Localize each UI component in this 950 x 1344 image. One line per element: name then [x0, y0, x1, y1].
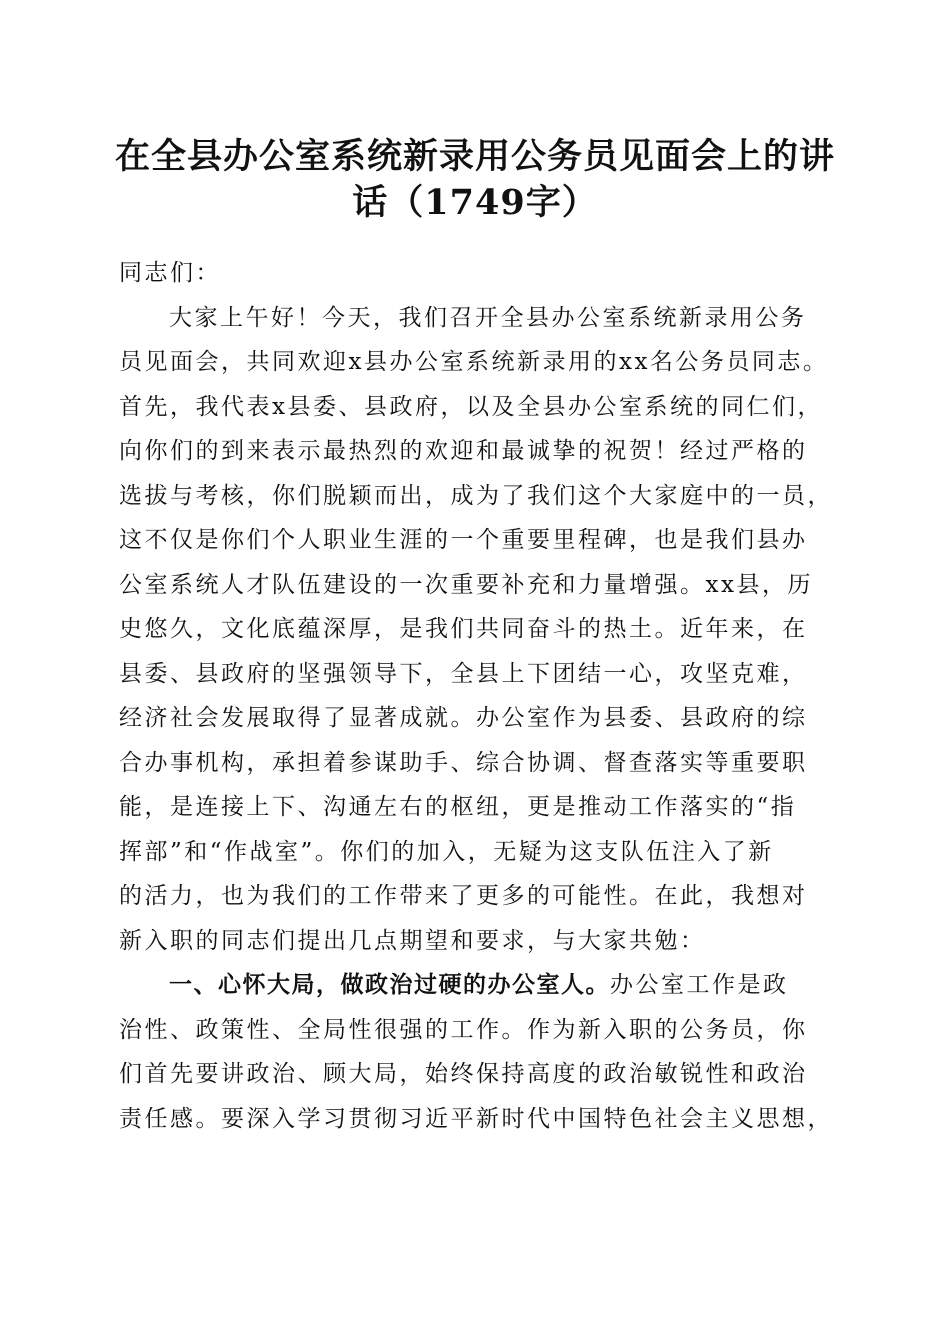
paragraph-line: 责任感。要深入学习贯彻习近平新时代中国特色社会主义思想， — [119, 1105, 833, 1132]
document-title — [110, 134, 840, 226]
paragraph-line: 合办事机构，承担着参谋助手、综合协调、督查落实等重要职 — [119, 749, 808, 776]
paragraph-line: 大家上午好！今天，我们召开全县办公室系统新录用公务 — [169, 304, 807, 331]
document-body — [119, 251, 841, 1141]
paragraph-line: 挥部”和“作战室”。你们的加入，无疑为这支队伍注入了新 — [119, 838, 774, 865]
paragraph-line: 公室系统人才队伍建设的一次重要补充和力量增强。xx县，历 — [119, 571, 813, 598]
paragraph-line: 员见面会，共同欢迎x县办公室系统新录用的xx名公务员同志。 — [119, 349, 829, 375]
section-1-heading: 一、心怀大局，做政治过硬的办公室人。 — [169, 972, 610, 998]
title-line-2: 话（1749字） — [352, 182, 598, 223]
section-1-first-line — [119, 963, 841, 1008]
paragraph-line: 选拔与考核，你们脱颖而出，成为了我们这个大家庭中的一员， — [119, 482, 833, 509]
section-1 — [119, 963, 841, 1141]
paragraph-line: 治性、政策性、全局性很强的工作。作为新入职的公务员，你 — [119, 1016, 808, 1043]
paragraph-opening — [119, 296, 841, 964]
paragraph-line: 新入职的同志们提出几点期望和要求，与大家共勉： — [119, 927, 706, 954]
paragraph-line: 向你们的到来表示最热烈的欢迎和最诚挚的祝贺！经过严格的 — [119, 438, 808, 464]
section-1-first-line-text: 办公室工作是政 — [610, 972, 789, 998]
paragraph-line: 首先，我代表x县委、县政府，以及全县办公室系统的同仁们， — [119, 393, 823, 420]
paragraph-line: 这不仅是你们个人职业生涯的一个重要里程碑，也是我们县办 — [119, 527, 808, 553]
paragraph-line: 们首先要讲政治、顾大局，始终保持高度的政治敏锐性和政治 — [119, 1061, 808, 1087]
paragraph-line: 经济社会发展取得了显著成就。办公室作为县委、县政府的综 — [119, 705, 808, 731]
paragraph-line: 史悠久，文化底蕴深厚，是我们共同奋斗的热土。近年来，在 — [119, 616, 808, 642]
salutation: 同志们： — [119, 260, 221, 286]
title-line-1: 在全县办公室系统新录用公务员见面会上的讲 — [114, 136, 835, 177]
paragraph-line: 的活力，也为我们的工作带来了更多的可能性。在此，我想对 — [119, 883, 808, 909]
paragraph-line: 县委、县政府的坚强领导下，全县上下团结一心，攻坚克难， — [119, 660, 808, 687]
paragraph-line: 能，是连接上下、沟通左右的枢纽，更是推动工作落实的“指 — [119, 794, 797, 820]
